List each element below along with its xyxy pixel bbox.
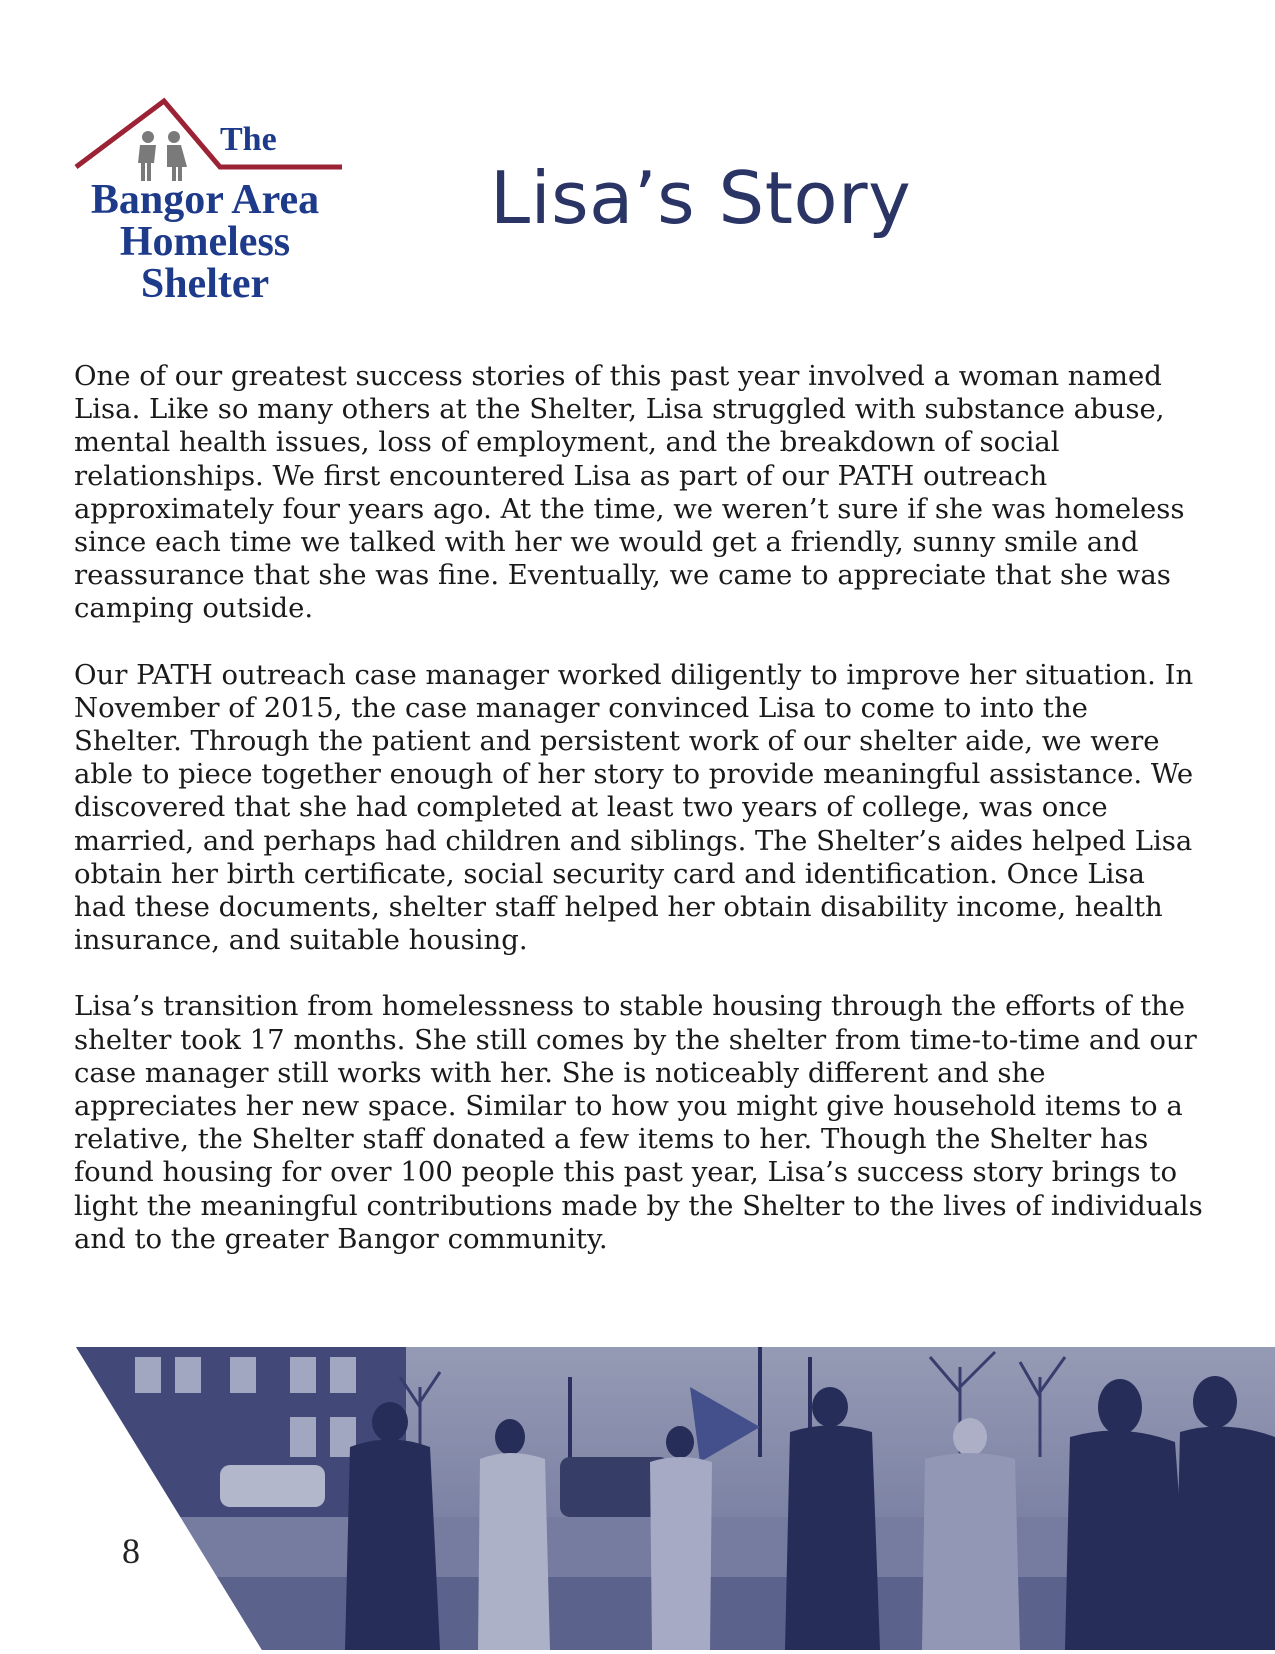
logo-line: Homeless	[119, 219, 291, 265]
page-number: 8	[122, 1531, 140, 1571]
people-house-icon	[138, 131, 187, 181]
story-body	[74, 360, 1204, 1289]
logo-line: Shelter	[140, 261, 270, 307]
photo-band	[0, 1347, 1275, 1650]
community-walk-photo	[0, 1347, 1275, 1650]
paragraph: Our PATH outreach case manager worked diligently to improve her situation. In November of 2015, the case manager convinced Lisa to come to into the Shelter. Through the patient and persistent work of our shelter aide, we were able to piece together enough of her story to provide meaningful assistance. We discovered that she had completed at least two years of college, was once married, and perhaps had children and siblings. The Shelter’s aides helped Lisa obtain her birth certificate, social security card and identification. Once Lisa had these documents, shelter staff helped her obtain disability income, health insurance, and suitable housing.	[74, 658, 1194, 957]
logo-organization-name	[70, 179, 340, 305]
page-title: Lisa’s Story	[490, 156, 912, 240]
shelter-logo	[70, 95, 360, 315]
logo-line: Bangor Area	[90, 177, 320, 223]
paragraph: Lisa’s transition from homelessness to stable housing through the efforts of the shelter took 17 months. She still comes by the shelter from time-to-time and our case manager still works with her. She is noticeably different and she appreciates her new space. Similar to how you might give household items to a relative, the Shelter staff donated a few items to her. Though the Shelter has found housing for over 100 people this past year, Lisa’s success story brings to light the meaningful contributions made by the Shelter to the lives of individuals and to the greater Bangor community.	[74, 990, 1203, 1255]
paragraph: One of our greatest success stories of this past year involved a woman named Lisa. Like so many others at the Shelter, Lisa struggled with substance abuse, mental health issues, loss of employment, and the breakdown of social relationships. We first encountered Lisa as part of our PATH outreach approximately four years ago. At the time, we weren’t sure if she was homeless since each time we talked with her we would get a friendly, sunny smile and reassurance that she was fine. Eventually, we came to appreciate that she was camping outside.	[74, 360, 1185, 625]
logo-the-text: The	[220, 121, 277, 158]
